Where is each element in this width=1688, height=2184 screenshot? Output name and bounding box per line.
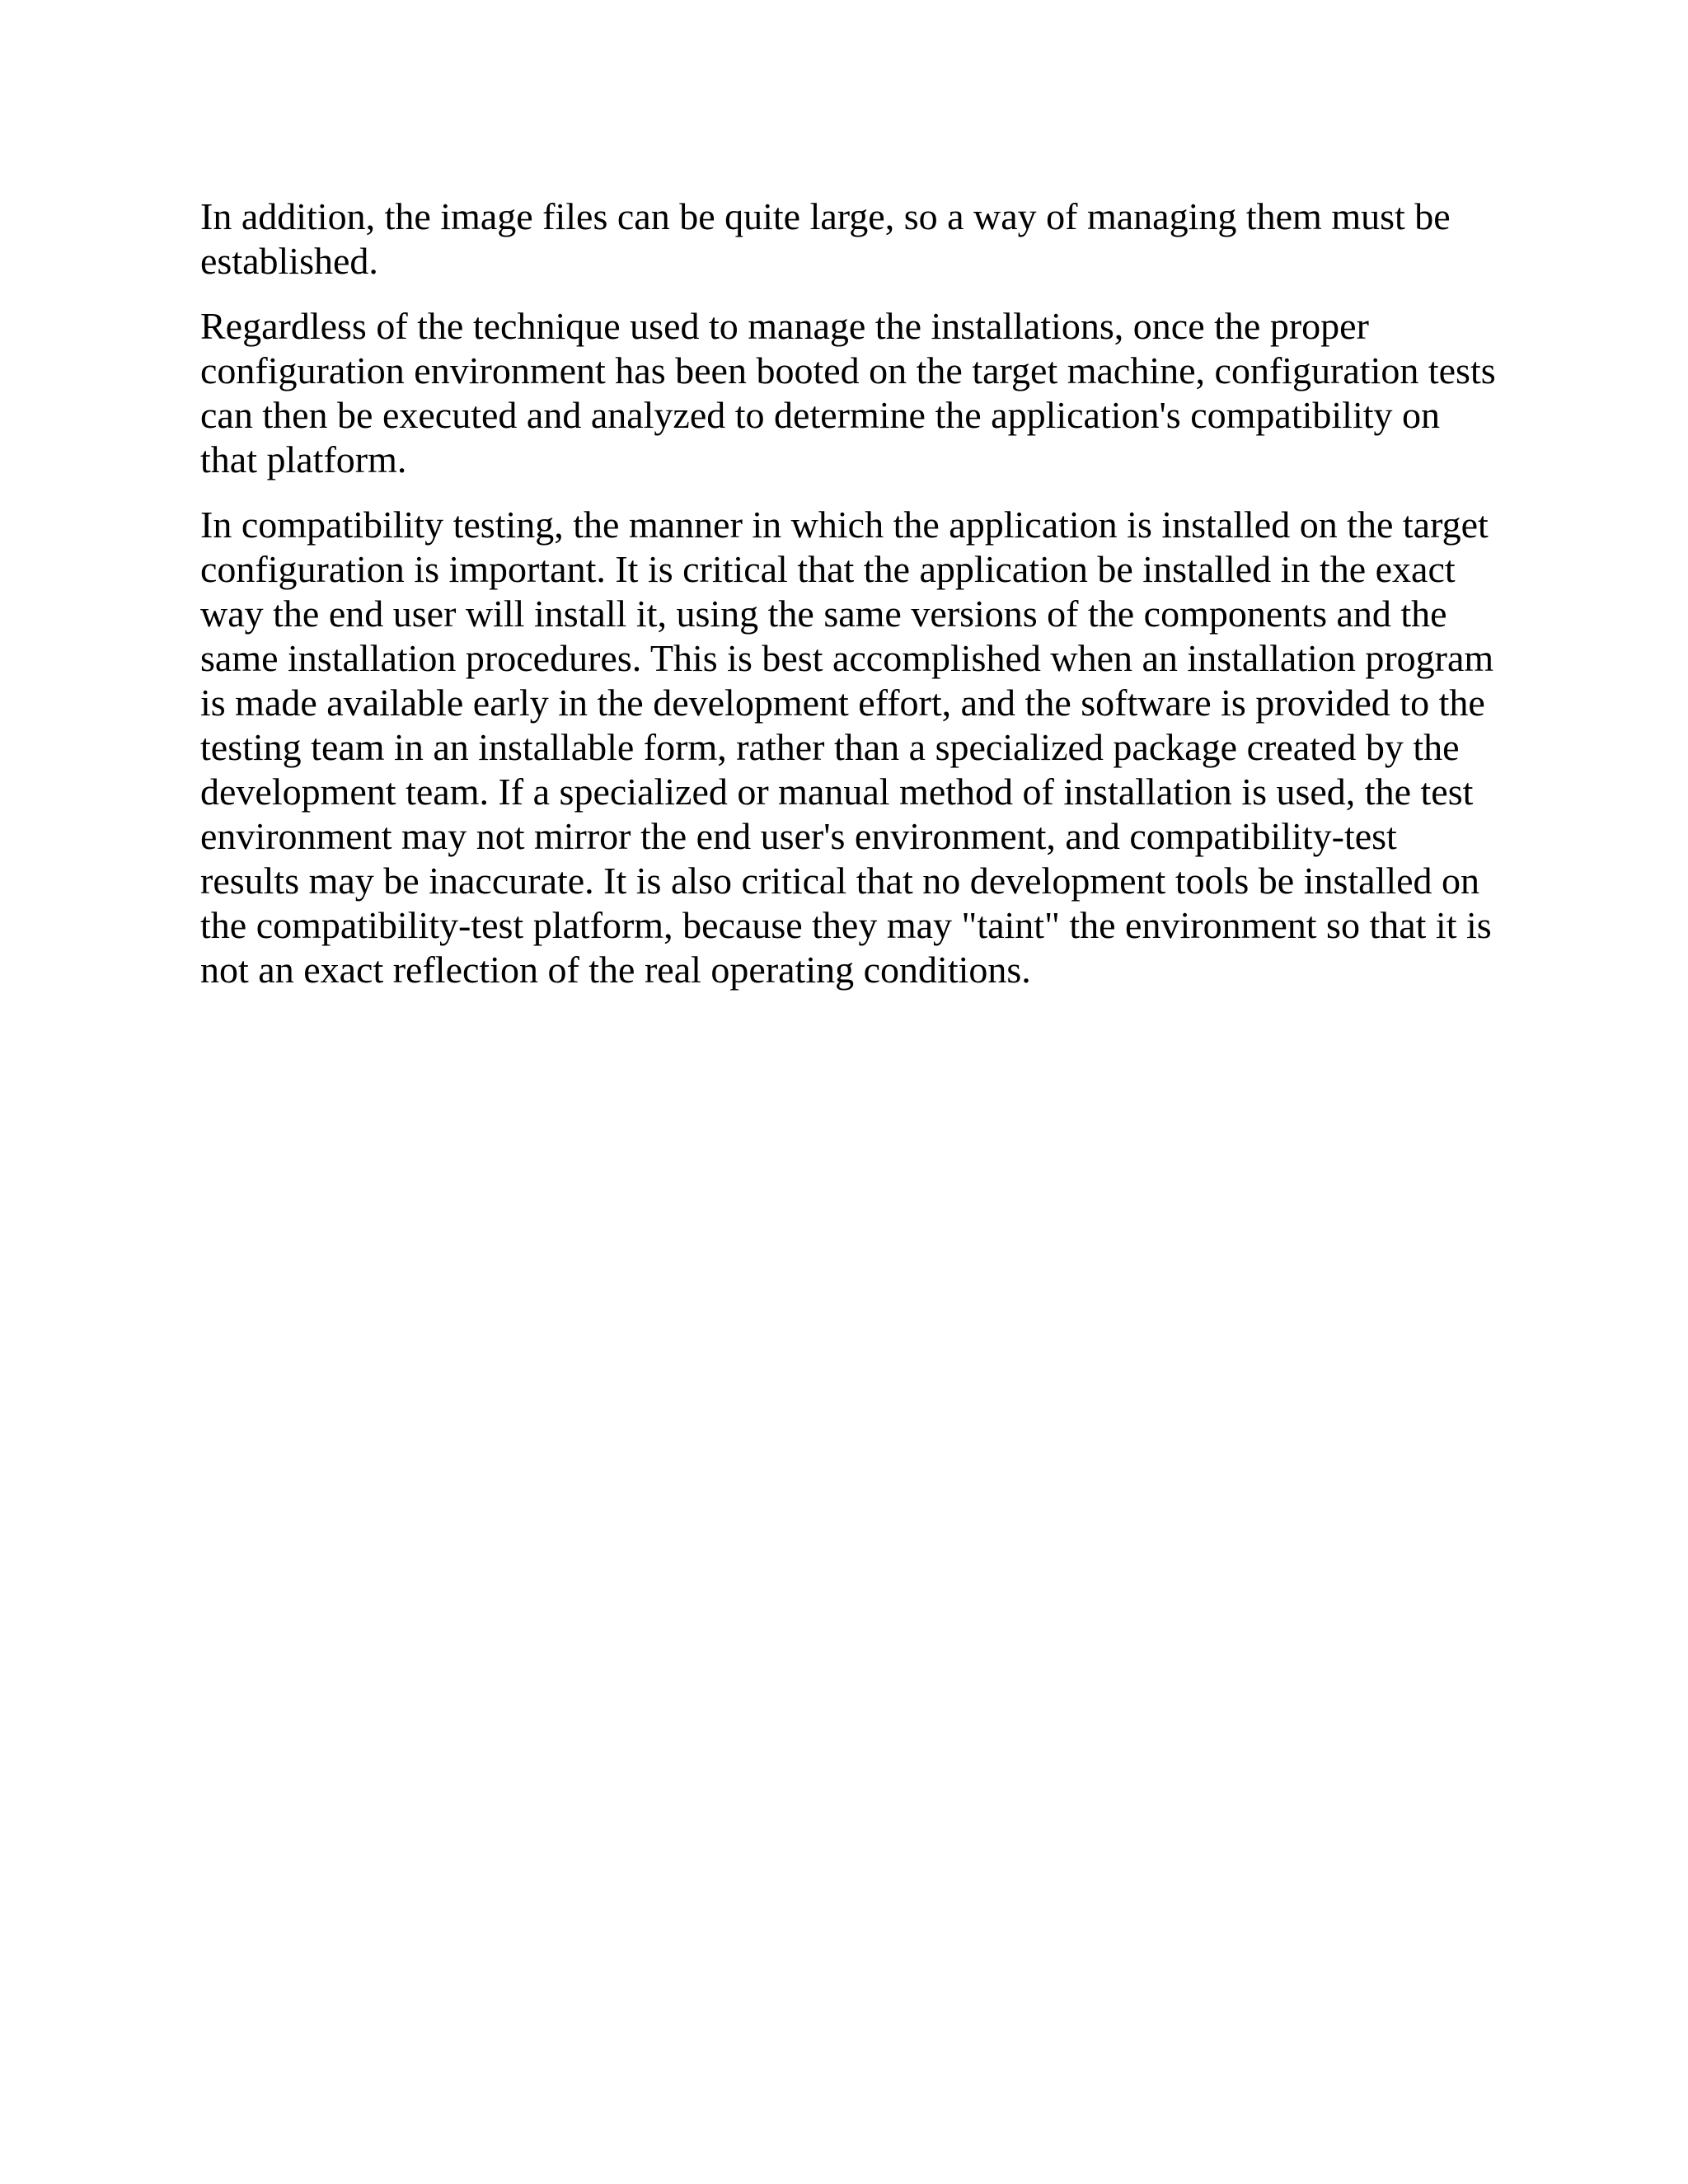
document-body — [200, 194, 1503, 1013]
paragraph-2: Regardless of the technique used to manage the installations, once the proper configuration environment has been booted on the target machine, configuration tests can then be executed and analyzed to determine the application's compatibility on that platform. — [200, 305, 1496, 480]
paragraph-1: In addition, the image files can be quite large, so a way of managing them must be established. — [200, 195, 1451, 282]
paragraph-3: In compatibility testing, the manner in which the application is installed on the target configuration is important. It is critical that the application be installed in the exact way the end user will install it, using the same versions of the components and the same installation procedures. This is best accomplished when an installation program is made available early in the development effort, and the software is provided to the testing team in an installable form, rather than a specialized package created by the development team. If a specialized or manual method of installation is used, the test environment may not mirror the end user's environment, and compatibility-test results may be inaccurate. It is also critical that no development tools be installed on the compatibility-test platform, because they may "taint" the environment so that it is not an exact reflection of the real operating conditions. — [200, 504, 1494, 991]
